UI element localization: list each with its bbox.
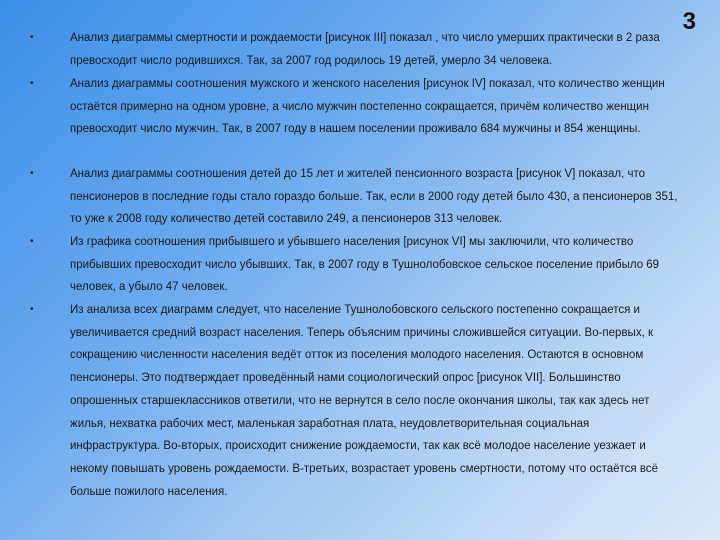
slide-number: 3 — [682, 8, 696, 35]
bullet-dot-icon: • — [30, 78, 34, 89]
bullet-text: Анализ диаграммы смертности и рождаемости [рисунок III] показал , что число умерших практически в 2 раза превосходит число родившихся. Так, за 2007 год родилось 19 детей, умерло 34 человека. — [70, 32, 660, 67]
bullet-dot-icon: • — [30, 32, 34, 43]
bullet-text: Из графика соотношения прибывшего и убывшего населения [рисунок VI] мы заключили, что количество прибывших превосходит число убывших. Так, в 2007 году в Тушнолобовское сельское поселение прибыло 69 человек, а убыло 47 человек. — [70, 236, 660, 294]
bullet-text: Из анализа всех диаграмм следует, что население Тушнолобовского сельского постепенно сокращается и увеличивается средний возраст населения. Теперь объясним причины сложившейся ситуации. Во-первых, к сокращению численности населения ведёт отток из поселения молодого населения. Остаются в основном пенсионеры. Это подтверждает проведённый нами социологический опрос [рисунок VII]. Большинство опрошенных старшеклассников ответили, что не вернутся в село после окончания школы, так как здесь нет жилья, нехватка рабочих мест, маленькая заработная плата, неудовлетворительная социальная инфраструктура. Во-вторых, происходит снижение рождаемости, так как всё молодое население уезжает и некому повышать уровень рождаемости. В-третьих, возрастает уровень смертности, потому что остаётся всё больше пожилого населения. — [70, 304, 658, 498]
bullet-text: Анализ диаграммы соотношения мужского и женского населения [рисунок IV] показал, что количество женщин остаётся примерно на одном уровне, а число мужчин постепенно сокращается, причём количество женщин превосходит число мужчин. Так, в 2007 году в нашем поселении проживало 684 мужчины и 854 женщины. — [70, 78, 665, 136]
bullet-dot-icon: • — [30, 168, 34, 179]
bullet-text: Анализ диаграммы соотношения детей до 15 лет и жителей пенсионного возраста [рисунок V] показал, что пенсионеров в последние годы стало гораздо больше. Так, если в 2000 году детей было 430, а пенсионеров 351, то уже к 2008 году количество детей составило 249, а пенсионеров 313 человек. — [70, 168, 678, 226]
bullet-dot-icon: • — [30, 304, 34, 315]
bullet-dot-icon: • — [30, 236, 34, 247]
